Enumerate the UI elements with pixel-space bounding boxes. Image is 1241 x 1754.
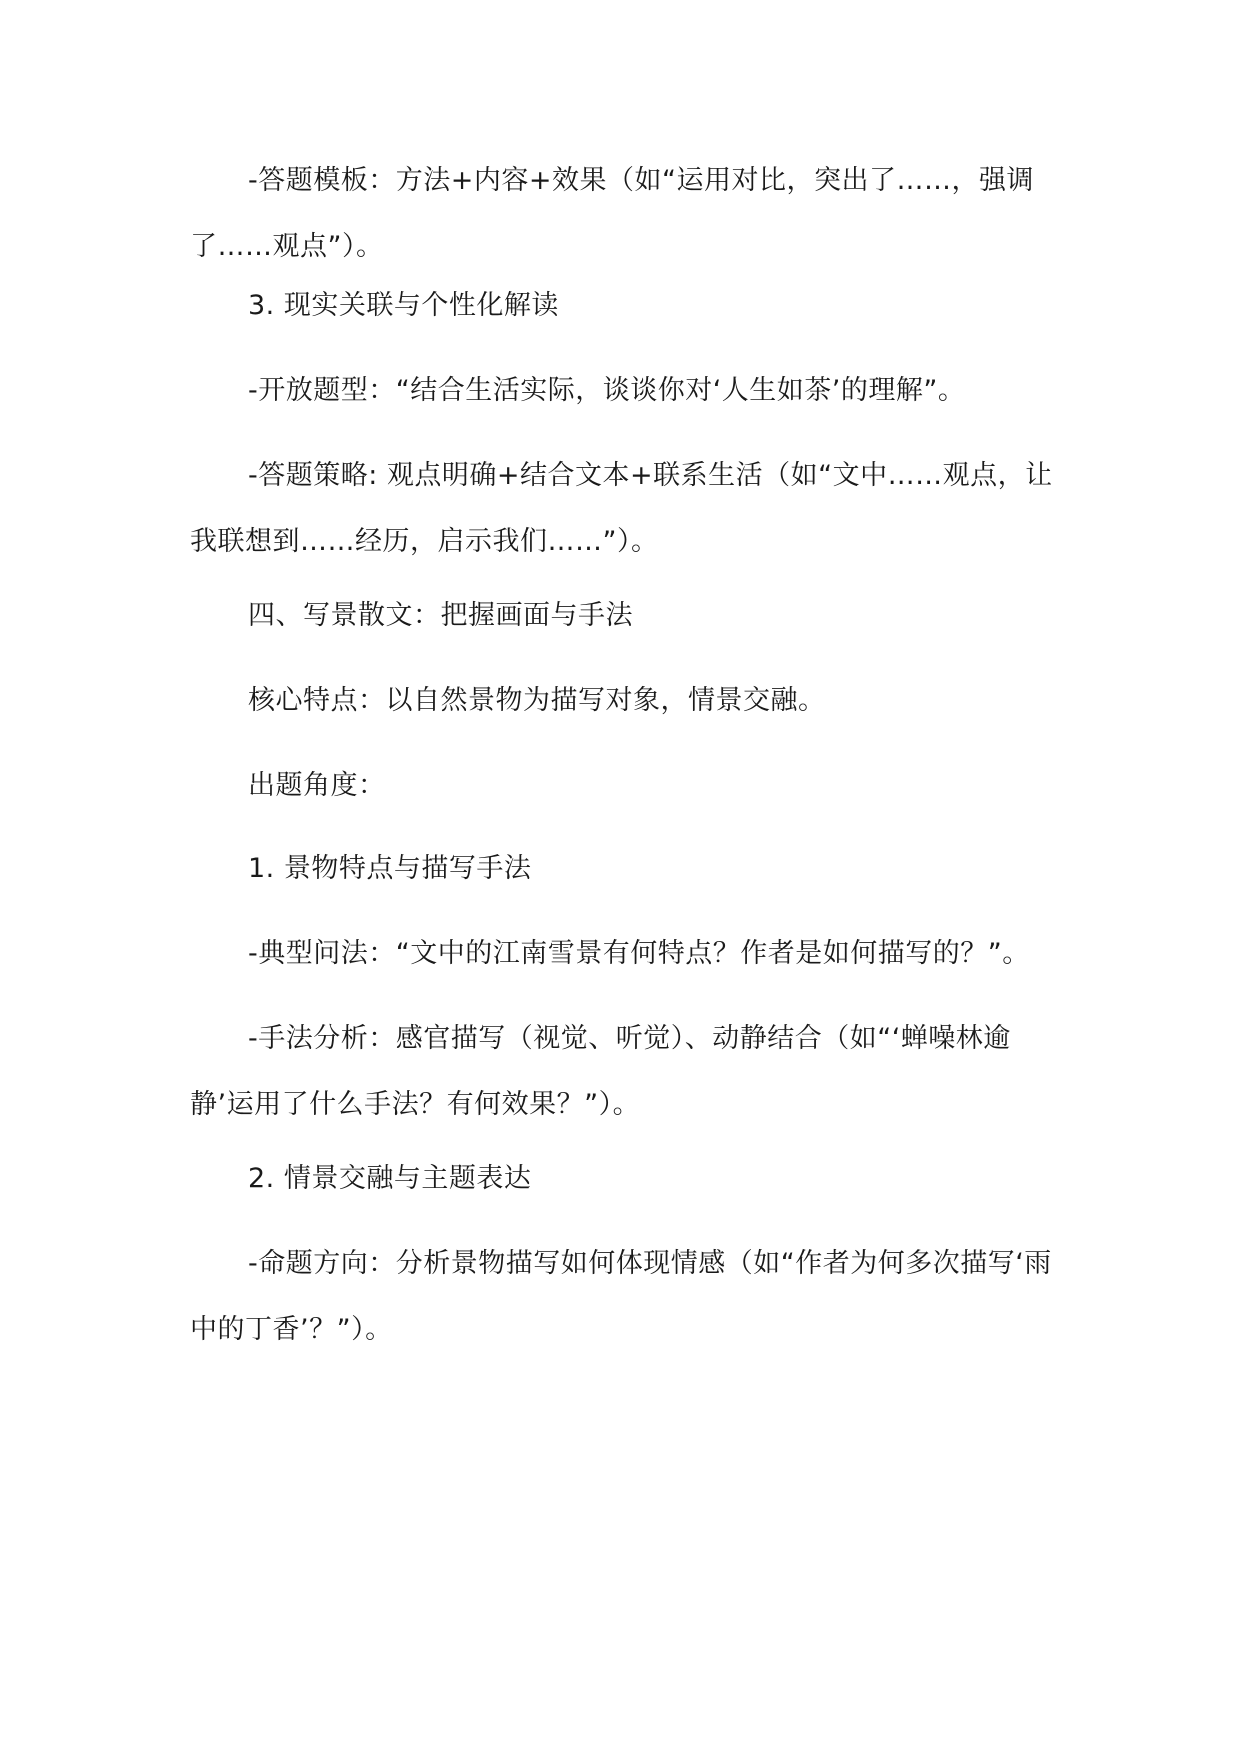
heading-landscape-prose: 四、写景散文：把握画面与手法 [248,600,633,631]
paragraph-core-features: 核心特点：以自然景物为描写对象，情景交融。 [248,685,826,716]
heading-scenery-features: 1. 景物特点与描写手法 [248,853,532,884]
paragraph-typical-question: -典型问法：“文中的江南雪景有何特点？作者是如何描写的？”。 [248,938,1030,969]
paragraph-technique-analysis: -手法分析：感官描写（视觉、听觉）、动静结合（如“‘蝉噪林逾静’运用了什么手法？有何效果？”）。 [190,1023,1011,1120]
paragraph-question-angles: 出题角度： [248,770,386,801]
heading-emotion-theme: 2. 情景交融与主题表达 [248,1163,532,1194]
heading-reality-connection: 3. 现实关联与个性化解读 [248,290,559,321]
paragraph-open-question: -开放题型：“结合生活实际，谈谈你对‘人生如茶’的理解”。 [248,375,966,406]
paragraph-answer-template: -答题模板：方法+内容+效果（如“运用对比，突出了……，强调了……观点”）。 [190,165,1034,262]
paragraph-answer-strategy: -答题策略: 观点明确+结合文本+联系生活（如“文中……观点，让我联想到……经历，启示我们……”）。 [190,460,1053,557]
paragraph-proposition-direction: -命题方向：分析景物描写如何体现情感（如“作者为何多次描写‘雨中的丁香’？”）。 [190,1248,1052,1345]
